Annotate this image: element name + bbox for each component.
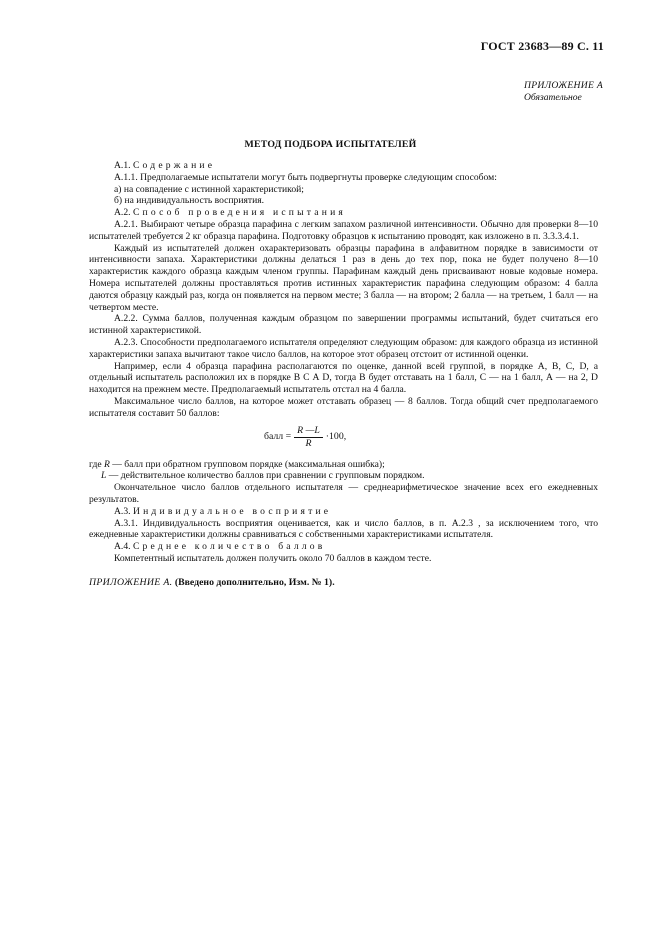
paragraph-a21-continued: Каждый из испытателей должен охарактеризовать образцы парафина в алфавитном порядке в зависимости от интенсивности запаха. Характеристики должны делаться 1 раз в день до тех пор, пока не будет получено 8—10 характеристик каждого образца каждым членом группы. Парафинам каждый день присваивают новые кодовые номера. Номера испытателей должны проставляться против истинных характеристик парафина следующим образом: 4 балла даются образцу каждый раз, когда он появляется на первом месте; 3 балла — на втором; 2 балла — на третьем, 1 балл — на четвертом месте. xyxy=(89,242,598,313)
section-heading-text: Содержание xyxy=(132,160,216,171)
section-a2-heading: А.2. Способ проведения испытания xyxy=(114,207,347,219)
symbol-l: L xyxy=(101,470,107,482)
amendment-label: ПРИЛОЖЕНИЕ А. xyxy=(89,576,173,588)
section-a4-heading: А.4. Среднее количество баллов xyxy=(114,541,326,553)
paragraph-a23: А.2.3. Способности предполагаемого испытателя определяют следующим образом: для каждого образца из истинной характеристики запаха вычитают такое число баллов, на которое этот образец отстоит от истинной оценки. xyxy=(89,336,598,360)
formula-rhs: ·100, xyxy=(325,431,347,443)
amendment-text: (Введено дополнительно, Изм. № 1). xyxy=(174,576,335,588)
paragraph-example: Например, если 4 образца парафина располагаются по оценке, данной всей группой, в порядке А, В, С, D, а отдельный испытатель расположил их в порядке В С А D, тогда В будет отставать на 1 балл, С — на 1 балл, А — на 2, D находится на прежнем месте. Предполагаемый испытатель отстал на 4 балла. xyxy=(89,360,598,396)
page-title: МЕТОД ПОДБОРА ИСПЫТАТЕЛЕЙ xyxy=(244,139,417,150)
list-item-a: а) на совпадение с истинной характеристикой; xyxy=(114,183,304,195)
formula-denominator: R xyxy=(305,437,312,449)
paragraph-a31: А.3.1. Индивидуальность восприятия оценивается, как и число баллов, в п. А.2.3 , за исключением того, что ежедневные характеристики должны сравниваться с собственными характеристиками испытателя. xyxy=(89,517,598,541)
section-heading-text: Способ проведения испытания xyxy=(132,207,347,219)
formula-numerator: R —L xyxy=(294,425,323,438)
paragraph-final-score: Окончательное число баллов отдельного испытателя — среднеарифметическое значение всех его ежедневных результатов. xyxy=(89,482,598,505)
amendment-note xyxy=(89,577,598,589)
formula-lhs: балл = xyxy=(264,431,292,443)
section-a1-heading: А.1. Содержание xyxy=(114,160,216,171)
paragraph-a21: А.2.1. Выбирают четыре образца парафина с легким запахом различной интенсивности. Обычно для проверки 8—10 испытателей требуется 2 кг образца парафина. Подготовку образцов к испытанию проводят, как изложено в п. 3.3.3.4.1. xyxy=(89,218,598,242)
paragraph-max-score: Максимальное число баллов, на которое может отставать образец — 8 баллов. Тогда общий счет предполагаемого испытателя составит 50 баллов: xyxy=(89,395,598,419)
section-heading-text: Индивидуальное восприятие xyxy=(132,505,332,517)
paragraph-a11: А.1.1. Предполагаемые испытатели могут быть подвергнуты проверке следующим способом: xyxy=(114,171,497,183)
appendix-title: ПРИЛОЖЕНИЕ А xyxy=(523,80,603,91)
paragraph-a4: Компетентный испытатель должен получить около 70 баллов в каждом тесте. xyxy=(114,552,432,564)
document-body xyxy=(89,160,598,589)
appendix-status: Обязательное xyxy=(523,91,582,103)
formula-fraction xyxy=(294,425,323,450)
where-l-definition: L — действительное количество баллов при сравнении с групповым порядком. xyxy=(101,470,425,482)
section-a3-heading: А.3. Индивидуальное восприятие xyxy=(114,505,332,517)
symbol-r: R xyxy=(104,458,110,470)
paragraph-a22: А.2.2. Сумма баллов, полученная каждым образцом по завершении программы испытаний, будет считаться его истинной характеристикой. xyxy=(89,313,598,337)
standard-header: ГОСТ 23683—89 С. 11 xyxy=(480,39,604,53)
list-item-b: б) на индивидуальность восприятия. xyxy=(114,195,265,207)
score-formula xyxy=(89,423,598,457)
section-heading-text: Среднее количество баллов xyxy=(132,541,326,553)
where-r-definition: где R — балл при обратном групповом порядке (максимальная ошибка); xyxy=(89,458,385,470)
appendix-label xyxy=(524,80,603,103)
